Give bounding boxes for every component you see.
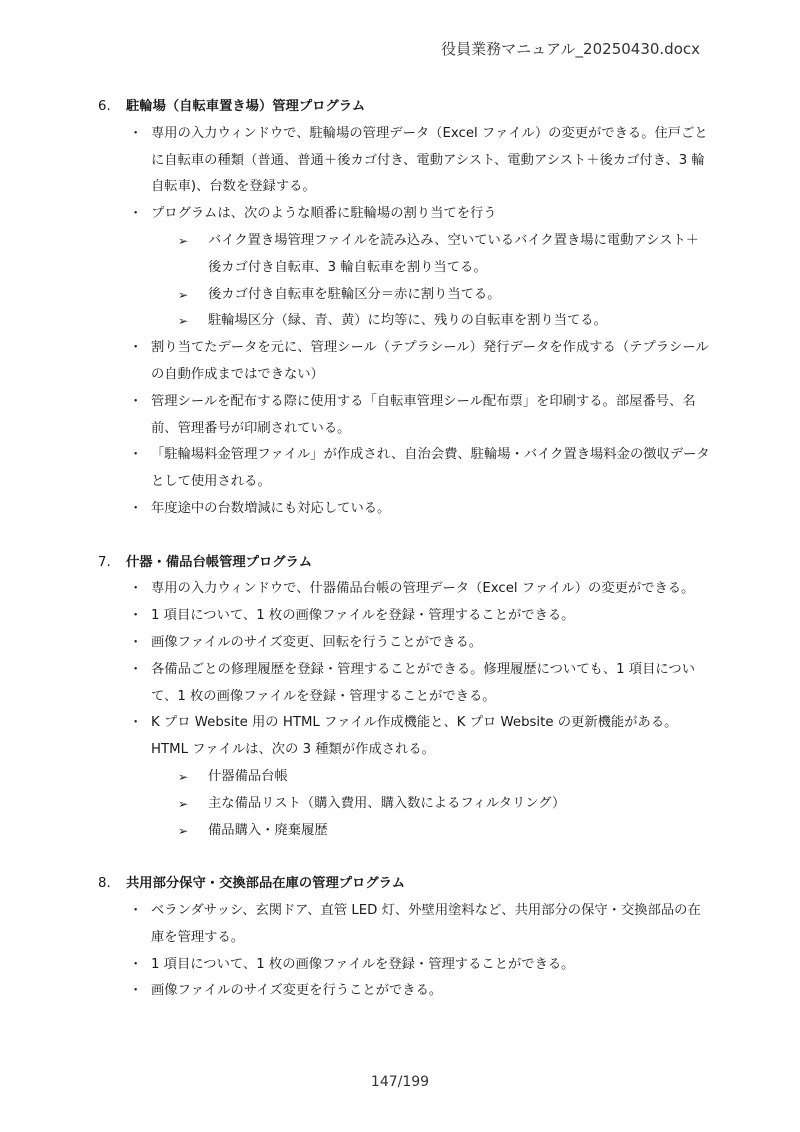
- list-item-text: 1 項目について、1 枚の画像ファイルを登録・管理することができる。: [151, 608, 575, 624]
- sub-list-item: [151, 228, 710, 282]
- section-number: 6.: [98, 99, 111, 114]
- sub-list-item: [151, 308, 710, 335]
- list-item-text: ベランダサッシ、玄関ドア、直管 LED 灯、外壁用塗料など、共用部分の保守・交換部品の在庫を管理する。: [151, 902, 701, 945]
- list-item: [98, 576, 710, 603]
- sub-list-item: [151, 791, 710, 818]
- bullet-icon: ・: [129, 608, 143, 624]
- section-title: 共用部分保守・交換部品在庫の管理プログラム: [126, 876, 406, 892]
- bullet-icon: ・: [129, 634, 143, 650]
- list-item: [98, 201, 710, 335]
- sub-list-item-text: 備品購入・廃棄履歴: [208, 822, 328, 838]
- section-heading: [98, 94, 710, 121]
- section-number: 7.: [98, 554, 111, 570]
- list-item-text: 画像ファイルのサイズ変更を行うことができる。: [151, 983, 443, 999]
- bullet-icon: ・: [129, 500, 143, 516]
- bullet-icon: ・: [129, 447, 143, 463]
- list-item-text: 各備品ごとの修理履歴を登録・管理することができる。修理履歴についても、1 項目について、1 枚の画像ファイルを登録・管理することができる。: [151, 661, 696, 704]
- sub-list-item-text: 駐輪場区分（緑、青、黄）に均等に、残りの自転車を割り当てる。: [208, 313, 607, 329]
- arrow-bullet-icon: ➢: [178, 287, 189, 302]
- list-item-text: K プロ Website 用の HTML ファイル作成機能と、K プロ Website の更新機能がある。HTML ファイルは、次の 3 種類が作成される。: [151, 715, 678, 758]
- bullet-list: [98, 898, 710, 1005]
- sub-list-item: [151, 818, 710, 845]
- list-item-text: 「駐輪場料金管理ファイル」が作成され、自治会費、駐輪場・バイク置き場料金の徴収データとして使用される。: [151, 447, 710, 490]
- section: [98, 871, 710, 1005]
- bullet-icon: ・: [129, 340, 143, 356]
- page-number: 147/199: [370, 1074, 430, 1090]
- list-item-text: 画像ファイルのサイズ変更、回転を行うことができる。: [151, 634, 483, 650]
- bullet-icon: ・: [129, 581, 143, 597]
- sub-list-item-text: 什器備品台帳: [208, 768, 288, 784]
- sub-list-item: [151, 764, 710, 791]
- list-item-text: プログラムは、次のような順番に駐輪場の割り当てを行う: [151, 206, 497, 222]
- bullet-icon: ・: [129, 956, 143, 972]
- section-heading: [98, 871, 710, 898]
- list-item: [98, 630, 710, 657]
- bullet-list: [98, 576, 710, 844]
- bullet-icon: ・: [129, 983, 143, 999]
- document-body: [98, 94, 710, 1005]
- list-item-text: 1 項目について、1 枚の画像ファイルを登録・管理することができる。: [151, 956, 575, 972]
- list-item: [98, 335, 710, 389]
- sub-list: [151, 228, 710, 335]
- sub-list-item-text: 後カゴ付き自転車を駐輪区分＝赤に割り当てる。: [208, 286, 501, 302]
- document-filename: 役員業務マニュアル_20250430.docx: [441, 40, 700, 58]
- list-item-text: 割り当てたデータを元に、管理シール（テプラシール）発行データを作成する（テプラシールの自動作成まではできない）: [151, 340, 709, 382]
- arrow-bullet-icon: ➢: [178, 769, 189, 784]
- bullet-icon: ・: [129, 902, 143, 918]
- list-item: [98, 603, 710, 630]
- section-title: 什器・備品台帳管理プログラム: [126, 554, 313, 570]
- list-item-text: 専用の入力ウィンドウで、駐輪場の管理データ（Excel ファイル）の変更ができる。住戸ごとに自転車の種類（普通、普通＋後カゴ付き、電動アシスト、電動アシスト＋後カゴ付き、3 輪自転車)、台数を登録する。: [151, 125, 708, 195]
- bullet-icon: ・: [129, 715, 143, 731]
- arrow-bullet-icon: ➢: [178, 796, 189, 811]
- section: [98, 550, 710, 845]
- list-item: [98, 496, 710, 523]
- bullet-list: [98, 121, 710, 523]
- sub-list: [151, 764, 710, 844]
- list-item-text: 年度途中の台数増減にも対応している。: [151, 500, 391, 516]
- section-title: 駐輪場（自転車置き場）管理プログラム: [126, 99, 366, 114]
- list-item-text: 専用の入力ウィンドウで、什器備品台帳の管理データ（Excel ファイル）の変更ができる。: [151, 581, 695, 597]
- bullet-icon: ・: [129, 206, 143, 222]
- list-item: [98, 710, 710, 844]
- list-item: [98, 952, 710, 979]
- list-item-text: 管理シールを配布する際に使用する「自転車管理シール配布票」を印刷する。部屋番号、名前、管理番号が印刷されている。: [151, 393, 696, 436]
- list-item: [98, 898, 710, 952]
- list-item: [98, 657, 710, 711]
- sub-list-item: [151, 282, 710, 309]
- section: [98, 94, 710, 523]
- list-item: [98, 121, 710, 201]
- bullet-icon: ・: [129, 393, 143, 409]
- list-item: [98, 442, 710, 496]
- bullet-icon: ・: [129, 661, 143, 677]
- arrow-bullet-icon: ➢: [178, 823, 189, 838]
- section-number: 8.: [98, 876, 111, 892]
- arrow-bullet-icon: ➢: [178, 314, 189, 329]
- sub-list-item-text: 主な備品リスト（購入費用、購入数によるフィルタリング）: [208, 795, 566, 811]
- section-heading: [98, 550, 710, 577]
- list-item: [98, 978, 710, 1005]
- list-item: [98, 389, 710, 443]
- arrow-bullet-icon: ➢: [178, 233, 189, 248]
- bullet-icon: ・: [129, 125, 143, 141]
- sub-list-item-text: バイク置き場管理ファイルを読み込み、空いているバイク置き場に電動アシスト＋後カゴ付き自転車、3 輪自転車を割り当てる。: [208, 232, 700, 275]
